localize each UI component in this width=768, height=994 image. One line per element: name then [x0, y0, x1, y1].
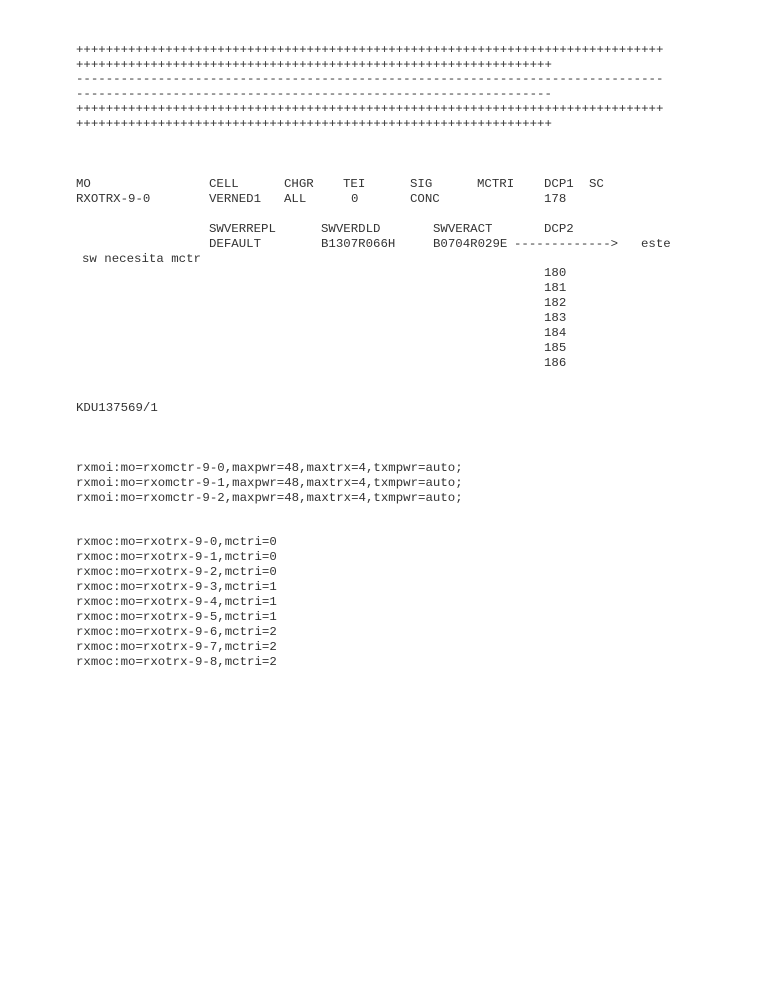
header-dcp2: DCP2: [544, 222, 574, 236]
dcp2-value: 184: [544, 326, 567, 340]
header-swverdld: SWVERDLD: [321, 222, 381, 236]
row-mo: RXOTRX-9-0: [76, 192, 151, 206]
row-cell: VERNED1: [209, 192, 262, 206]
command-line: rxmoc:mo=rxotrx-9-3,mctri=1: [76, 580, 277, 594]
row-sig: CONC: [410, 192, 440, 206]
row-swveract: B0704R029E: [433, 237, 508, 251]
separator-line: +++++++++++++++++++++++++++++++++++++++++++++++++++++++++++++++++++++++++++++++: [76, 43, 664, 57]
dcp2-value: 181: [544, 281, 567, 295]
dcp2-value: 182: [544, 296, 567, 310]
row-swverdld: B1307R066H: [321, 237, 396, 251]
header-sc: SC: [589, 177, 604, 191]
header-swveract: SWVERACT: [433, 222, 493, 236]
note-arrow: ------------->: [514, 237, 619, 251]
row-dcp1: 178: [544, 192, 567, 206]
dcp2-value: 183: [544, 311, 567, 325]
dcp2-value: 180: [544, 266, 567, 280]
header-mo: MO: [76, 177, 91, 191]
header-chgr: CHGR: [284, 177, 314, 191]
separator-line: ++++++++++++++++++++++++++++++++++++++++++++++++++++++++++++++++: [76, 117, 552, 131]
header-tei: TEI: [343, 177, 366, 191]
header-sig: SIG: [410, 177, 433, 191]
separator-line: ++++++++++++++++++++++++++++++++++++++++++++++++++++++++++++++++: [76, 58, 552, 72]
note-end: sw necesita mctr: [82, 252, 201, 266]
dcp2-value: 185: [544, 341, 567, 355]
row-tei: 0: [351, 192, 359, 206]
command-line: rxmoc:mo=rxotrx-9-4,mctri=1: [76, 595, 277, 609]
dcp2-value: 186: [544, 356, 567, 370]
command-line: rxmoc:mo=rxotrx-9-2,mctri=0: [76, 565, 277, 579]
command-line: rxmoc:mo=rxotrx-9-8,mctri=2: [76, 655, 277, 669]
row-chgr: ALL: [284, 192, 307, 206]
command-line: rxmoc:mo=rxotrx-9-1,mctri=0: [76, 550, 277, 564]
header-mctri: MCTRI: [477, 177, 515, 191]
command-line: rxmoc:mo=rxotrx-9-6,mctri=2: [76, 625, 277, 639]
separator-line: ----------------------------------------------------------------: [76, 87, 552, 101]
command-line: rxmoi:mo=rxomctr-9-2,maxpwr=48,maxtrx=4,txmpwr=auto;: [76, 491, 463, 505]
row-swverrepl: DEFAULT: [209, 237, 262, 251]
command-line: rxmoc:mo=rxotrx-9-5,mctri=1: [76, 610, 277, 624]
command-line: rxmoi:mo=rxomctr-9-1,maxpwr=48,maxtrx=4,txmpwr=auto;: [76, 476, 463, 490]
header-cell: CELL: [209, 177, 239, 191]
header-dcp1: DCP1: [544, 177, 574, 191]
command-line: rxmoi:mo=rxomctr-9-0,maxpwr=48,maxtrx=4,txmpwr=auto;: [76, 461, 463, 475]
separator-line: -------------------------------------------------------------------------------: [76, 72, 664, 86]
command-line: rxmoc:mo=rxotrx-9-7,mctri=2: [76, 640, 277, 654]
command-line: rxmoc:mo=rxotrx-9-0,mctri=0: [76, 535, 277, 549]
document-id: KDU137569/1: [76, 401, 158, 415]
note-start: este: [641, 237, 671, 251]
header-swverrepl: SWVERREPL: [209, 222, 276, 236]
separator-line: +++++++++++++++++++++++++++++++++++++++++++++++++++++++++++++++++++++++++++++++: [76, 102, 664, 116]
